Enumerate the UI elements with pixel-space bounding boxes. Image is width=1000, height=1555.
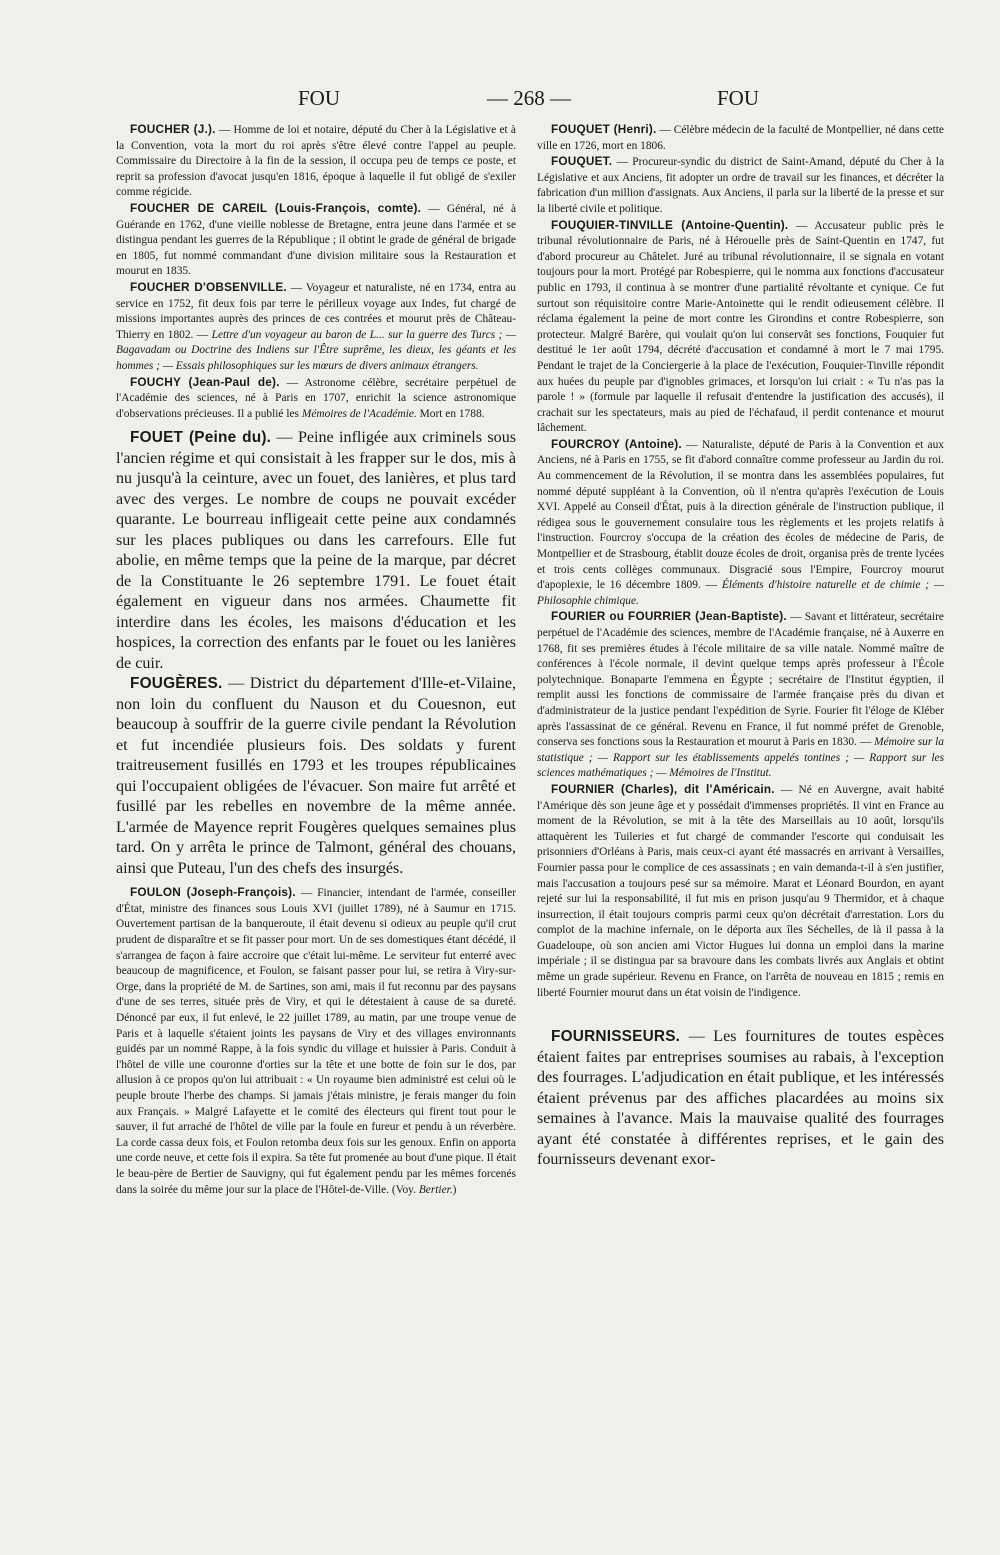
entry-fourcroy [537,437,944,610]
entry-headword: FOUQUET (Henri). [551,122,657,136]
entry-fouquet-henri [537,122,944,154]
entry-foucher-j [116,122,516,201]
entry-foucher-de-careil [116,201,516,280]
right-column [537,122,944,1171]
entry-foucher-dobsenville [116,280,516,375]
entry-fourier [537,609,944,782]
entry-fougeres [116,674,516,879]
running-head [0,86,1000,120]
entry-body: — Astronome célèbre, secrétaire perpétuel de l'Académie des sciences, né à Paris en 1707, enrichit la science astronomique d'observations précieuses. Il a publié les [116,376,516,420]
entry-body: — Les fournitures de toutes espèces étaient faites par entreprises soumises au rabais, à l'exception des fourrages. L'adjudication en était publique, et les intéressés étaient prévenus par des affiches placardées au moins six semaines à l'avance. Mais la mauvaise qualité des fourrages ayant été constatée à différentes reprises, et le gain des fournisseurs devenant exor- [537,1028,944,1169]
entry-body: — Financier, intendant de l'armée, conseiller d'État, ministre des finances sous Louis XVI (juillet 1789), né à Saumur en 1715. Ouvertement partisan de la banqueroute, il était devenu si odieux au peuple qu'il crut prudent de disparaître et se fit passer pour mort. Un de ses domestiques étant décédé, il s'arrangea de façon à faire accroire que c'était lui-même. Le serviteur fut enterré avec beaucoup de magnificence, et Foulon, se faisant passer pour lui, se retira à Viry-sur-Orge, dans la propriété de M. de Sartines, son ami, mais il fut reconnu par des paysans d'une de ses terres, située près de Viry, et qui le détestaient à cause de sa dureté. Dénoncé par eux, il fut enlevé, le 22 juillet 1789, au matin, par une troupe venue de Paris et à laquelle s'étaient joints les paysans de Viry et des villages environnants guidés par un nommé Rappe, à la fois syndic du village et huissier à Paris. Conduit à l'hôtel de ville une couronne d'orties sur la tête et une botte de foin sur le dos, par allusion à ce propos qu'on lui attribuait : « Un royaume bien administré est celui où le peuple broute l'herbe des champs. Si jamais j'étais ministre, je ferais manger du foin aux Français. » Malgré Lafayette et le comité des électeurs qui firent tout pour le sauver, il fut arraché de l'hôtel de ville par la foule en fureur et pendu à un réverbère. La corde cassa deux fois, et Foulon retomba deux fois sur les genoux. Enfin on apporta une corde neuve, et cette fois il expira. Sa tête fut promenée au bout d'une pique. Il était le beau-père de Bertier de Sauvigny, qui fut également pendu par les mêmes forcenés dans la soirée du même jour sur la place de l'Hôtel-de-Ville. (Voy. [116,887,516,1196]
entry-body: — District du département d'Ille-et-Vilaine, non loin du confluent du Nauson et du Couesnon, eut beaucoup à souffrir de la guerre civile pendant la Révolution et fut incendiée plusieurs fois. Des soldats y furent traitreusement fusillés en 1793 et les troupes républicaines qui l'occupaient obligées de l'évacuer. Son maire fut arrêté et fusillé par les rebelles en novembre de la même année. L'armée de Mayence reprit Fougères quelques semaines plus tard. On y arrêta le prince de Talmont, général des chouans, ainsi que Puteau, l'un des chefs des insurgés. [116,675,516,877]
entry-headword: FOUQUIER-TINVILLE (Antoine-Quentin). [551,217,789,232]
entry-body: — Célèbre médecin de la faculté de Montpellier, né dans cette ville en 1726, mort en 1806. [537,124,944,152]
entry-works: Mémoire sur la statistique ; — Rapport sur les établissements appelés tontines ; — Rapport sur les sciences mathématiques ; — Mémoires de l'Institut. [537,736,945,780]
entry-body: — Savant et littérateur, secrétaire perpétuel de l'Académie des sciences, membre de l'Académie française, né à Auxerre en 1768, fit ses premières études à l'école militaire de sa ville natale. Nommé maître de conférences à l'école normale, il devint quelque temps après professeur à l'École polytechnique. Bonaparte l'emmena en Égypte ; secrétaire de l'Institut égyptien, il remplit aussi les fonctions de commissaire de l'armée française près du divan et d'administrateur de la justice pendant l'expédition de Syrie. Fourier fit l'éloge de Kléber après l'assassinat de ce général. Revenu en France, il fut nommé préfet de Grenoble, conserva ses fonctions sous la Restauration et mourut à Paris en 1830. — [537,611,944,749]
entry-fouchy [116,375,516,423]
entry-headword: FOUCHY (Jean-Paul de). [130,374,280,389]
entry-headword: FOURNISSEURS. [551,1028,681,1046]
entry-body: — Procureur-syndic du district de Saint-Amand, député du Cher à la Législative et aux Anciens, fit adopter un ordre de travail sur les finances, et décréter la fabrication d'un million d'assignats. Aux Anciens, il parla sur la liberté de la presse et sur la liberté civile et politique. [537,156,944,215]
page-number: — 268 — [487,86,571,110]
entry-tail: ) [452,1183,457,1196]
entry-body: — Accusateur public près le tribunal révolutionnaire de Paris, né à Hérouelle près de Saint-Quentin en 1747, fut d'abord procureur au Châtelet. Juré au tribunal révolutionnaire, il se signala en votant toujours pour la mort. Protégé par Robespierre, qui le nomma aux fonctions d'accusateur public en 1793, il continua à se montrer d'une partialité révoltante et cynique. Ce fut surtout son réquisitoire contre Marie-Antoinette qui le rendit odieusement célèbre. Il réclama également la peine de mort contre les Girondins et contre Robespierre, son protecteur. Malgré Barère, qui voulait qu'on lui conservât ses fonctions, Fouquier fut destitué le 1er août 1794, décrété d'accusation et condamné à mort le 7 mai 1795. Pendant le trajet de la Conciergerie à la place de l'exécution, Fouquier-Tinville répondit aux huées du peuple par d'ignobles grimaces, et lorsqu'on lui criait : « Tu n'as pas la parole ! » (formule par laquelle il refusait d'entendre la justification des accusés), il crachait sur les spectateurs, mais au pied de l'échafaud, il perdit contenance et mourut lâchement. [537,219,944,435]
entry-body: — Général, né à Guérande en 1762, d'une vieille noblesse de Bretagne, entra jeune dans l'armée et se distingua pendant les guerres de la République ; il obtint le grade de général de brigade en 1805, fut nommé commandant d'une division militaire sous la Restauration et mourut en 1835. [116,202,516,278]
entry-headword: FOUCHER (J.). [130,122,216,136]
entry-fouquier-tinville [537,218,944,437]
entry-headword: FOUGÈRES. [130,675,223,693]
entry-foulon [116,885,516,1198]
entry-body: — Né en Auvergne, avait habité l'Amérique dès son jeune âge et y possédait d'immenses propriétés. Il vint en France au moment de la Révolution, se mit à la tête des Marseillais au 10 août, lorsqu'ils attaquèrent les Tuileries et fut chargé de commander l'escorte qui conduisait les prisonniers d'Orléans à Paris, mais ceux-ci ayant été massacrés en arrivant à Versailles, Fournier passa pour le complice de ces assassinats ; en vain demanda-t-il à s'en justifier, mais l'accusation a toujours pesé sur sa mémoire. Marat et Léonard Bourdon, en ayant rejeté sur lui la responsabilité, il fut mis en prison jusqu'au 9 Thermidor, et à chaque insurrection, il était toujours compris parmi ceux qu'on décrétait d'arrestation. Lors du complot de la machine infernale, on le déporta aux îles Séchelles, de là il passa à la Guadeloupe, où son ancien ami Victor Hugues lui donna un emploi dans la marine impériale ; il se distingua par sa bravoure dans les combats livrés aux Anglais et obtint même un grade supérieur. Revenu en France, on l'arrêta de nouveau en 1815 ; remis en liberté Fournier mourut dans un état voisin de l'indigence. [537,783,944,999]
entry-headword: FOULON (Joseph-François). [130,885,296,900]
entry-works: Mémoires de l'Académie. [301,407,417,420]
entry-body: — Voyageur et naturaliste, né en 1734, entra au service en 1752, fit deux fois par terre le périlleux voyage aux Indes, fut chargé de missions importantes auprès des princes de ces contrées et mourut près de Château-Thierry en 1802. — [116,281,516,341]
entry-headword: FOUQUET. [551,154,613,169]
entry-headword: FOURCROY (Antoine). [551,436,682,451]
entry-tail: Mort en 1788. [416,407,485,420]
running-head-left: FOU [298,86,341,110]
entry-crossref: Bertier. [418,1183,453,1196]
running-head-right: FOU [717,86,760,110]
entry-fouet [116,428,516,674]
entry-headword: FOUCHER DE CAREIL (Louis-François, comte). [130,200,422,215]
entry-headword: FOURIER ou FOURRIER (Jean-Baptiste). [551,609,787,624]
entry-headword: FOUET (Peine du). [130,429,272,447]
entry-body: — Peine infligée aux criminels sous l'ancien régime et qui consistait à les frapper sur le dos, mis à nu jusqu'à la ceinture, avec un fouet, des lanières, et plus tard avec des verges. Le nombre de coups ne pouvait excéder quarante. Le bourreau infligeait cette peine aux condamnés sur les places publiques ou dans les carrefours. Elle fut abolie, en même temps que la peine de la marque, par décret de la Constituante le 26 septembre 1791. Le fouet était également en vigueur dans nos armées. Chaumette fit interdire dans les écoles, les maisons d'éducation et les hospices, la correction des enfants par le fouet ou les lanières de cuir. [116,429,517,672]
entry-works: Éléments d'histoire naturelle et de chimie ; — Philosophie chimique. [537,579,944,607]
entry-fournier [537,782,944,1001]
entry-works: Lettre d'un voyageur au baron de L... sur la guerre des Turcs ; — Bagavadam ou Doctrine des Indiens sur l'Être suprême, les dieux, les géants et les hommes ; — Essais philosophiques sur les mœurs de divers animaux étrangers. [116,328,516,372]
entry-headword: FOURNIER (Charles), dit l'Américain. [551,781,775,796]
entry-headword: FOUCHER D'OBSENVILLE. [130,279,287,294]
entry-fournisseurs [537,1027,944,1171]
entry-body: — Naturaliste, député de Paris à la Convention et aux Anciens, né à Paris en 1755, se fit d'abord connaître comme professeur au Jardin du roi. Au commencement de la Révolution, il se montra dans les assemblées populaires, fut nommé député suppléant à la Convention, où il n'entra qu'après l'exécution de Louis XVI. Appelé au Conseil d'État, puis à la direction générale de l'instruction publique, il rédigea sous le gouvernement consulaire tous les règlements et les projets relatifs à l'instruction. Fourcroy s'occupa de la création des écoles de médecine de Paris, de Montpellier et de Strasbourg, établit douze écoles de droit, organisa près de trente lycées et trois cents collèges communaux. Disgracié sous l'Empire, Fourcroy mourut d'apoplexie, le 16 décembre 1809. — [537,438,944,592]
entry-body: — Homme de loi et notaire, député du Cher à la Législative et à la Convention, vota la mort du roi après s'être élevé contre l'appel au peuple. Commissaire du Directoire à la fin de la session, il occupa peu de temps ce poste, et reprit sa profession d'avocat jusqu'en 1816, époque à laquelle il fut obligé de s'exiler comme régicide. [116,124,516,199]
left-column [116,122,516,1198]
entry-fouquet [537,154,944,217]
